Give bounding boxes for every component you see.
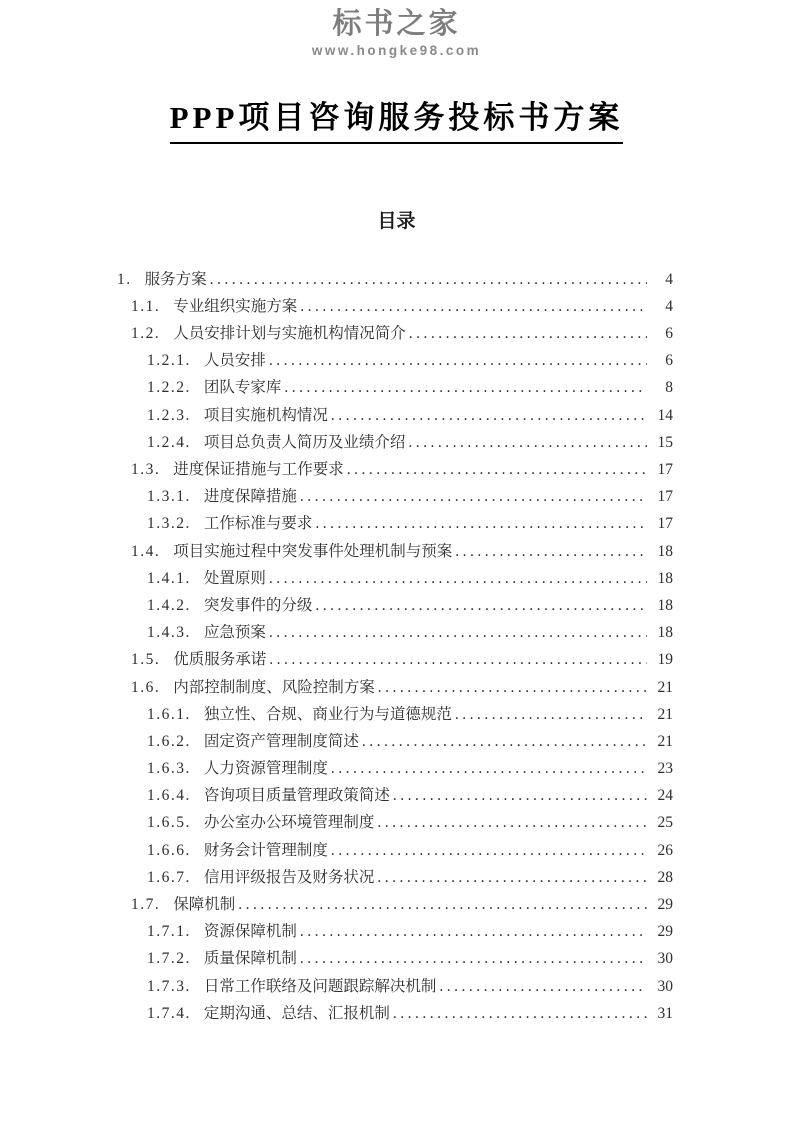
toc-entry-page: 15 bbox=[657, 433, 673, 451]
toc-entry-number: 1.6.3. bbox=[147, 760, 191, 778]
toc-dot-leader bbox=[377, 869, 647, 887]
toc-entry-page: 17 bbox=[657, 461, 673, 479]
toc-entry-label: 日常工作联络及问题跟踪解决机制 bbox=[203, 977, 437, 995]
toc-entry-page: 19 bbox=[657, 651, 673, 669]
toc-entry-number: 1.6.4. bbox=[147, 787, 191, 805]
toc-entry[interactable] bbox=[117, 321, 673, 348]
toc-entry-label: 突发事件的分级 bbox=[203, 596, 313, 614]
toc-entry-label: 团队专家库 bbox=[203, 379, 282, 397]
toc-entry-page: 8 bbox=[665, 379, 673, 397]
toc-entry-number: 1.6.6. bbox=[147, 841, 191, 859]
toc-entry-number: 1.2.3. bbox=[147, 406, 191, 424]
toc-entry-label: 进度保证措施与工作要求 bbox=[173, 461, 344, 479]
toc-entry-label: 处置原则 bbox=[203, 569, 266, 587]
toc-entry[interactable] bbox=[117, 348, 673, 375]
toc-entry-number: 1.4.3. bbox=[147, 624, 191, 642]
toc-entry[interactable] bbox=[117, 702, 673, 729]
toc-dot-leader bbox=[269, 624, 647, 642]
site-logo: 标书之家 bbox=[332, 8, 461, 40]
toc-heading: 目录 bbox=[377, 210, 416, 232]
toc-entry-page: 26 bbox=[657, 841, 673, 859]
toc-entry-label: 内部控制制度、风险控制方案 bbox=[173, 678, 375, 696]
toc-entry-label: 应急预案 bbox=[203, 624, 266, 642]
toc-entry[interactable] bbox=[117, 946, 673, 973]
toc-entry[interactable] bbox=[117, 539, 673, 566]
toc-entry-label: 项目总负责人简历及业绩介绍 bbox=[203, 433, 406, 451]
toc-entry[interactable] bbox=[117, 865, 673, 892]
toc-entry-number: 1.7.1. bbox=[147, 923, 191, 941]
toc-entry[interactable] bbox=[117, 810, 673, 837]
toc-entry-number: 1.6.2. bbox=[147, 732, 191, 750]
toc-entry-number: 1.1. bbox=[131, 297, 161, 315]
toc-dot-leader bbox=[331, 407, 647, 425]
toc-entry-number: 1.3.1. bbox=[147, 488, 191, 506]
table-of-contents bbox=[0, 267, 793, 1028]
toc-entry[interactable] bbox=[117, 675, 673, 702]
toc-entry-page: 17 bbox=[657, 515, 673, 533]
toc-dot-leader bbox=[362, 733, 647, 751]
toc-entry[interactable] bbox=[117, 620, 673, 647]
toc-entry[interactable] bbox=[117, 729, 673, 756]
site-url: www.hongke98.com bbox=[311, 43, 482, 59]
toc-entry-number: 1. bbox=[117, 270, 132, 288]
toc-entry-page: 4 bbox=[665, 270, 673, 288]
toc-entry-label: 保障机制 bbox=[173, 896, 236, 914]
toc-entry-label: 工作标准与要求 bbox=[203, 515, 313, 533]
toc-dot-leader bbox=[393, 1005, 647, 1023]
toc-entry-label: 进度保障措施 bbox=[203, 488, 297, 506]
toc-entry[interactable] bbox=[117, 375, 673, 402]
toc-entry-page: 6 bbox=[665, 325, 673, 343]
toc-entry-label: 财务会计管理制度 bbox=[203, 841, 328, 859]
toc-entry-label: 人员安排计划与实施机构情况简介 bbox=[173, 325, 406, 343]
toc-entry-label: 优质服务承诺 bbox=[173, 651, 267, 669]
toc-dot-leader bbox=[210, 271, 647, 289]
toc-dot-leader bbox=[269, 352, 647, 370]
toc-entry-label: 人员安排 bbox=[203, 352, 266, 370]
toc-entry-page: 21 bbox=[657, 732, 673, 750]
toc-entry[interactable] bbox=[117, 294, 673, 321]
toc-dot-leader bbox=[408, 434, 647, 452]
toc-entry-number: 1.2. bbox=[131, 325, 161, 343]
toc-dot-leader bbox=[300, 298, 647, 316]
toc-entry-page: 14 bbox=[657, 406, 673, 424]
toc-entry-page: 30 bbox=[657, 950, 673, 968]
toc-dot-leader bbox=[269, 570, 647, 588]
toc-entry[interactable] bbox=[117, 838, 673, 865]
toc-dot-leader bbox=[300, 923, 647, 941]
toc-entry-number: 1.6.5. bbox=[147, 814, 191, 832]
toc-entry-page: 6 bbox=[665, 352, 673, 370]
toc-entry-page: 21 bbox=[657, 705, 673, 723]
toc-entry[interactable] bbox=[117, 430, 673, 457]
toc-entry-number: 1.6. bbox=[131, 678, 161, 696]
toc-entry-number: 1.2.2. bbox=[147, 379, 191, 397]
toc-entry-number: 1.6.1. bbox=[147, 705, 191, 723]
toc-dot-leader bbox=[409, 325, 647, 343]
toc-entry[interactable] bbox=[117, 593, 673, 620]
toc-entry-page: 25 bbox=[657, 814, 673, 832]
toc-dot-leader bbox=[331, 842, 647, 860]
toc-entry-page: 29 bbox=[657, 923, 673, 941]
toc-entry-label: 定期沟通、总结、汇报机制 bbox=[203, 1004, 390, 1022]
toc-dot-leader bbox=[377, 814, 647, 832]
toc-entry-page: 28 bbox=[657, 868, 673, 886]
toc-dot-leader bbox=[284, 379, 647, 397]
toc-entry-page: 17 bbox=[657, 488, 673, 506]
toc-entry[interactable] bbox=[117, 511, 673, 538]
toc-entry-page: 30 bbox=[657, 977, 673, 995]
toc-entry[interactable] bbox=[117, 783, 673, 810]
toc-entry-page: 21 bbox=[657, 678, 673, 696]
toc-entry-page: 4 bbox=[665, 297, 673, 315]
toc-entry[interactable] bbox=[117, 457, 673, 484]
title-wrap bbox=[0, 98, 793, 143]
toc-entry-label: 咨询项目质量管理政策简述 bbox=[203, 787, 390, 805]
toc-dot-leader bbox=[439, 978, 647, 996]
toc-entry-number: 1.5. bbox=[131, 651, 161, 669]
toc-entry-label: 信用评级报告及财务状况 bbox=[203, 868, 375, 886]
toc-entry-number: 1.2.4. bbox=[147, 433, 191, 451]
toc-entry-label: 项目实施过程中突发事件处理机制与预案 bbox=[173, 542, 453, 560]
document-title: PPP项目咨询服务投标书方案 bbox=[170, 98, 624, 143]
toc-entry-number: 1.4. bbox=[131, 542, 161, 560]
toc-entry-label: 资源保障机制 bbox=[203, 923, 297, 941]
toc-dot-leader bbox=[315, 515, 647, 533]
toc-entry-number: 1.3. bbox=[131, 461, 161, 479]
toc-entry-page: 23 bbox=[657, 760, 673, 778]
toc-dot-leader bbox=[455, 543, 647, 561]
toc-entry[interactable] bbox=[117, 919, 673, 946]
toc-entry-page: 24 bbox=[657, 787, 673, 805]
toc-entry-label: 办公室办公环境管理制度 bbox=[203, 814, 375, 832]
toc-entry-number: 1.4.2. bbox=[147, 596, 191, 614]
toc-entry[interactable] bbox=[117, 484, 673, 511]
toc-entry[interactable] bbox=[117, 566, 673, 593]
toc-entry-page: 18 bbox=[657, 596, 673, 614]
toc-entry-number: 1.7.3. bbox=[147, 977, 191, 995]
toc-dot-leader bbox=[300, 488, 647, 506]
site-header bbox=[0, 0, 793, 58]
toc-entry-number: 1.3.2. bbox=[147, 515, 191, 533]
toc-entry-page: 18 bbox=[657, 624, 673, 642]
toc-entry-number: 1.2.1. bbox=[147, 352, 191, 370]
toc-dot-leader bbox=[331, 760, 647, 778]
toc-entry-number: 1.6.7. bbox=[147, 868, 191, 886]
toc-entry-number: 1.7.2. bbox=[147, 950, 191, 968]
toc-entry-page: 18 bbox=[657, 569, 673, 587]
toc-entry-number: 1.7. bbox=[131, 896, 161, 914]
toc-dot-leader bbox=[315, 597, 647, 615]
toc-dot-leader bbox=[300, 950, 647, 968]
toc-entry-label: 服务方案 bbox=[144, 270, 207, 288]
toc-entry-page: 18 bbox=[657, 542, 673, 560]
toc-entry-number: 1.7.4. bbox=[147, 1004, 191, 1022]
toc-dot-leader bbox=[378, 679, 647, 697]
toc-dot-leader bbox=[393, 787, 647, 805]
toc-entry[interactable] bbox=[117, 756, 673, 783]
toc-entry-label: 专业组织实施方案 bbox=[173, 297, 298, 315]
toc-entry-page: 31 bbox=[657, 1004, 673, 1022]
toc-entry[interactable] bbox=[117, 892, 673, 919]
toc-dot-leader bbox=[269, 651, 647, 669]
toc-entry-label: 项目实施机构情况 bbox=[203, 406, 328, 424]
toc-entry-label: 固定资产管理制度简述 bbox=[203, 732, 359, 750]
toc-entry[interactable] bbox=[117, 974, 673, 1001]
toc-entry[interactable] bbox=[117, 267, 673, 294]
toc-dot-leader bbox=[347, 461, 647, 479]
toc-entry[interactable] bbox=[117, 647, 673, 674]
toc-entry[interactable] bbox=[117, 1001, 673, 1028]
toc-dot-leader bbox=[455, 706, 647, 724]
toc-entry-label: 质量保障机制 bbox=[203, 950, 297, 968]
toc-entry-label: 人力资源管理制度 bbox=[203, 760, 328, 778]
toc-entry-page: 29 bbox=[657, 896, 673, 914]
toc-entry[interactable] bbox=[117, 403, 673, 430]
toc-dot-leader bbox=[238, 896, 647, 914]
toc-entry-number: 1.4.1. bbox=[147, 569, 191, 587]
toc-entry-label: 独立性、合规、商业行为与道德规范 bbox=[203, 705, 452, 723]
